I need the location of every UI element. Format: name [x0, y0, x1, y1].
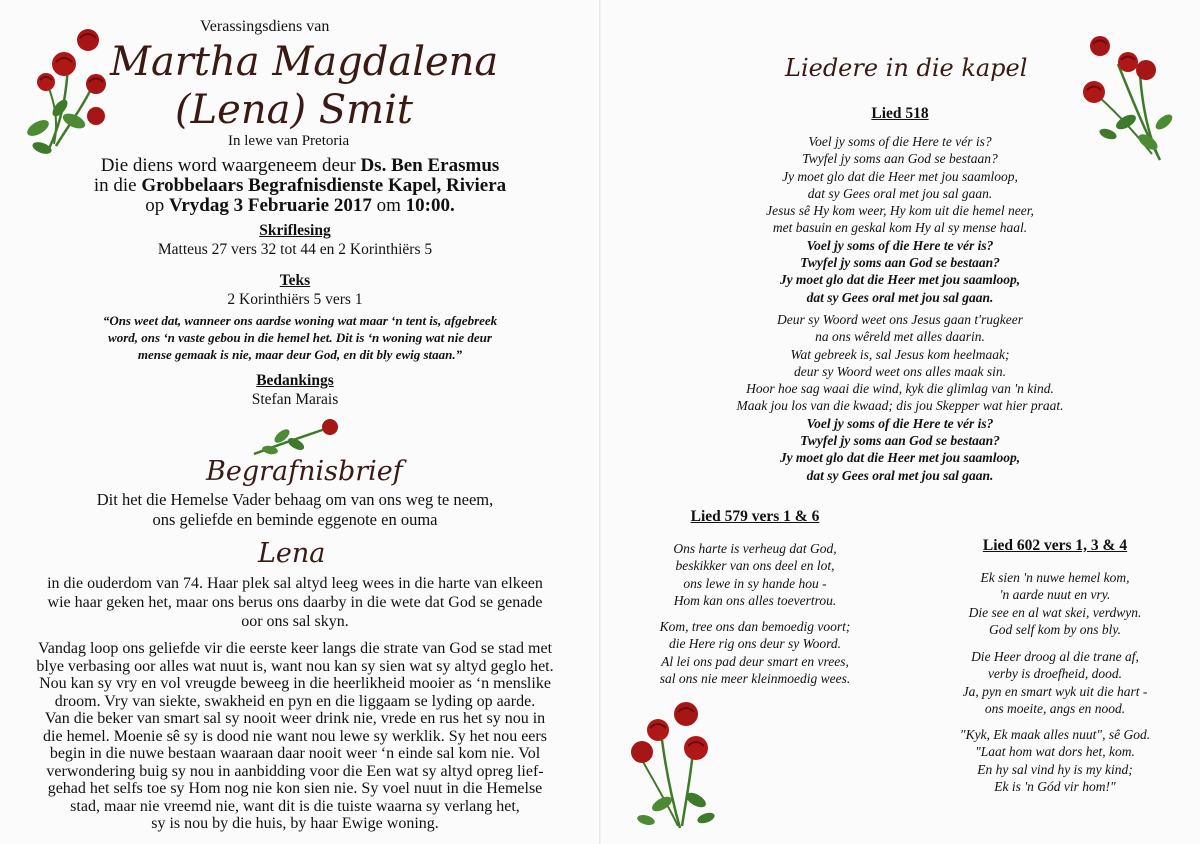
lyric-line: Deur sy Woord weet ons Jesus gaan t'rugkeer [777, 312, 1023, 327]
paragraph-line: blye verbasing oor alles wat nuut is, want nou kan sy sien wat sy altyd geglo het. [36, 657, 554, 675]
lyric-line: 'n aarde nuut en vry. [999, 587, 1111, 603]
lyric-line: Twyfel jy soms aan God se bestaan? [802, 151, 998, 167]
paragraph-line: droom. Vry van siekte, swakheid en pyn en die liggaam se lyding op aarde. [54, 692, 536, 710]
service-line: op Vrydag 3 Februarie 2017 om 10:00. [145, 195, 455, 216]
lyric-line: Jy moet glo dat die Heer met jou saamloop, [782, 168, 1018, 184]
chorus-line: Twyfel jy soms aan God se bestaan? [800, 255, 1000, 271]
lyric-line: deur sy Woord weet ons alles maak sin. [794, 363, 1006, 379]
lyric-line: Kom, tree ons dan bemoedig voort; [659, 619, 851, 634]
lyric-line: na ons wêreld met alles daarin. [815, 329, 985, 345]
lyric-line: Hom kan ons alles toevertrou. [673, 592, 837, 608]
hymn518-heading: Lied 518 [871, 105, 929, 122]
paragraph-line: Vandag loop ons geliefde vir die eerste keer langs die strate van God se stad met [37, 640, 553, 657]
lyric-line: met basuin en geskal kom Hy al sy mense haal. [772, 220, 1028, 236]
service-label: Verassingsdiens van [200, 18, 330, 35]
lyric-line: verby is droefheid, dood. [987, 666, 1123, 682]
lyric-line: "Kyk, Ek maak alles nuut", sê God. [959, 727, 1151, 742]
obituary-paragraph-1 [0, 574, 590, 631]
chorus-line: Twyfel jy soms aan God se bestaan? [800, 433, 1000, 449]
lyric-line: Ek sien 'n nuwe hemel kom, [980, 570, 1130, 585]
name-line2: (Lena) Smit [175, 87, 413, 133]
chorus-line: Voel jy soms of die Here te vér is? [806, 237, 994, 253]
hymn518-verse2 [660, 311, 1140, 484]
hymn602-verse2 [920, 648, 1190, 717]
paragraph-line: Nou kan sy vry en vol vreugde beweeg in die heerlikheid mooier as ‘n menslike [39, 675, 551, 692]
text-quote [20, 312, 580, 363]
intro-line: ons geliefde en beminde eggenote en ouma [152, 510, 438, 529]
chorus-line: Jy moet glo dat die Heer met jou saamloop, [779, 450, 1021, 466]
paragraph-line: Van die beker van smart sal sy nooit weer drink nie, vrede en rus het sy nou in [44, 710, 546, 727]
lyric-line: Maak jou los van die kwaad; dis jou Skepper wat hier praat. [736, 398, 1064, 414]
residence: In lewe van Pretoria [228, 133, 350, 149]
service-line: Die diens word waargeneem deur Ds. Ben Erasmus [100, 155, 500, 176]
paragraph-line: die hemel. Moenie sê sy is dood nie want nou lewe sy werklik. Sy het nou eers [43, 727, 547, 745]
lyric-line: "Laat hom wat dors het, kom. [975, 744, 1135, 760]
first-name-script: Lena [258, 538, 326, 569]
hymn602-verse3 [920, 726, 1190, 795]
chorus-line: Voel jy soms of die Here te vér is? [806, 415, 994, 431]
lyric-line: Ek is 'n Gód vir hom!" [994, 778, 1116, 794]
obituary-heading: Begrafnisbrief [206, 456, 403, 487]
text-reference: 2 Korinthiërs 5 vers 1 [227, 291, 363, 308]
scripture-text: Matteus 27 vers 32 tot 44 en 2 Korinthiërs 5 [157, 241, 433, 258]
chorus-line: dat sy Gees oral met jou sal gaan. [806, 289, 994, 305]
text-heading: Teks [279, 272, 311, 289]
paragraph-line: oor ons sal skyn. [241, 613, 349, 630]
hymn579-verse1 [620, 540, 890, 609]
single-rose-icon [250, 414, 342, 458]
paragraph-line: verwondering buig sy nou in aanbidding voor die Een wat sy altyd opreg lief- [46, 762, 544, 780]
name-line1: Martha Magdalena [110, 39, 499, 85]
chorus-line: Jy moet glo dat die Heer met jou saamloop, [779, 272, 1021, 288]
right-page [600, 0, 1200, 844]
thanks-name: Stefan Marais [251, 391, 339, 408]
hymn602-heading: Lied 602 vers 1, 3 & 4 [982, 537, 1128, 554]
hymn579-heading: Lied 579 vers 1 & 6 [690, 508, 820, 525]
rose-bouquet-icon [18, 26, 118, 156]
lyric-line: Ons harte is verheug dat God, [673, 541, 837, 556]
chorus-line: dat sy Gees oral met jou sal gaan. [806, 467, 994, 483]
quote-line: word, ons ‘n vaste gebou in die hemel het. Dit is ‘n woning wat nie deur [108, 330, 492, 345]
lyric-line: Al lei ons pad deur smart en vrees, [661, 653, 849, 669]
hymn518-verse1 [690, 133, 1110, 306]
lyric-line: ons lewe in sy hande hou - [683, 575, 827, 591]
lyric-line: die Here rig ons deur sy Woord. [668, 636, 842, 652]
lyric-line: Wat gebreek is, sal Jesus kom heelmaak; [790, 346, 1010, 362]
quote-line: mense gemaak is nie, maar deur God, en dit bly ewig staan.” [137, 347, 463, 362]
rose-bouquet-icon [622, 700, 722, 830]
lyric-line: Jesus sê Hy kom weer, Hy kom uit die hemel neer, [766, 203, 1034, 219]
paragraph-line: stad, maar nie vreemd nie, want dit is die tuiste waarna sy verlang het, [70, 797, 520, 815]
hymn602-verse1 [920, 569, 1190, 638]
service-line: in die Grobbelaars Begrafnisdienste Kapel, Riviera [93, 175, 507, 196]
quote-line: “Ons weet dat, wanneer ons aardse woning wat maar ‘n tent is, afgebreek [102, 313, 498, 328]
intro-line: Dit het die Hemelse Vader behaag om van ons weg te neem, [96, 490, 494, 509]
obituary-intro [0, 490, 590, 530]
lyric-line: Hoor hoe sag waai die wind, kyk die glimlag van 'n kind. [746, 381, 1054, 397]
scripture-heading: Skriflesing [259, 222, 331, 239]
lyric-line: Voel jy soms of die Here te vér is? [808, 134, 992, 149]
lyric-line: beskikker van ons deel en lot, [675, 558, 835, 574]
lyric-line: sal ons nie meer kleinmoedig wees. [659, 670, 851, 686]
obituary-paragraph-2 [0, 640, 590, 833]
paragraph-line: begin in die nuwe bestaan waaraan daar nooit weer ‘n einde sal kom nie. Vol [49, 745, 541, 762]
paragraph-line: in die ouderdom van 74. Haar plek sal altyd leeg wees in die harte van elkeen [47, 575, 543, 592]
paragraph-line: wie haar geken het, maar ons berus ons daarby in die wete dat God se genade [47, 594, 543, 611]
lyric-line: En hy sal vind hy is my kind; [977, 761, 1133, 777]
paragraph-line: gehad het selfs toe sy Hom nog nie kon sien nie. Sy voel nuut in die Hemelse [47, 780, 543, 797]
lyric-line: ons moeite, angs en nood. [984, 700, 1126, 716]
lyric-line: God self kom by ons bly. [989, 621, 1121, 637]
lyric-line: dat sy Gees oral met jou sal gaan. [807, 185, 993, 201]
lyric-line: Die see en al wat skei, verdwyn. [968, 604, 1142, 620]
paragraph-line: sy is nou by die huis, by haar Ewige woning. [151, 815, 439, 832]
service-details [30, 156, 570, 216]
lyric-line: Ja, pyn en smart wyk uit die hart - [962, 683, 1148, 699]
hymn579-verse2 [620, 618, 890, 687]
thanks-heading: Bedankings [256, 372, 334, 389]
lyric-line: Die Heer droog al die trane af, [971, 649, 1139, 664]
songs-title: Liedere in die kapel [785, 54, 1028, 82]
